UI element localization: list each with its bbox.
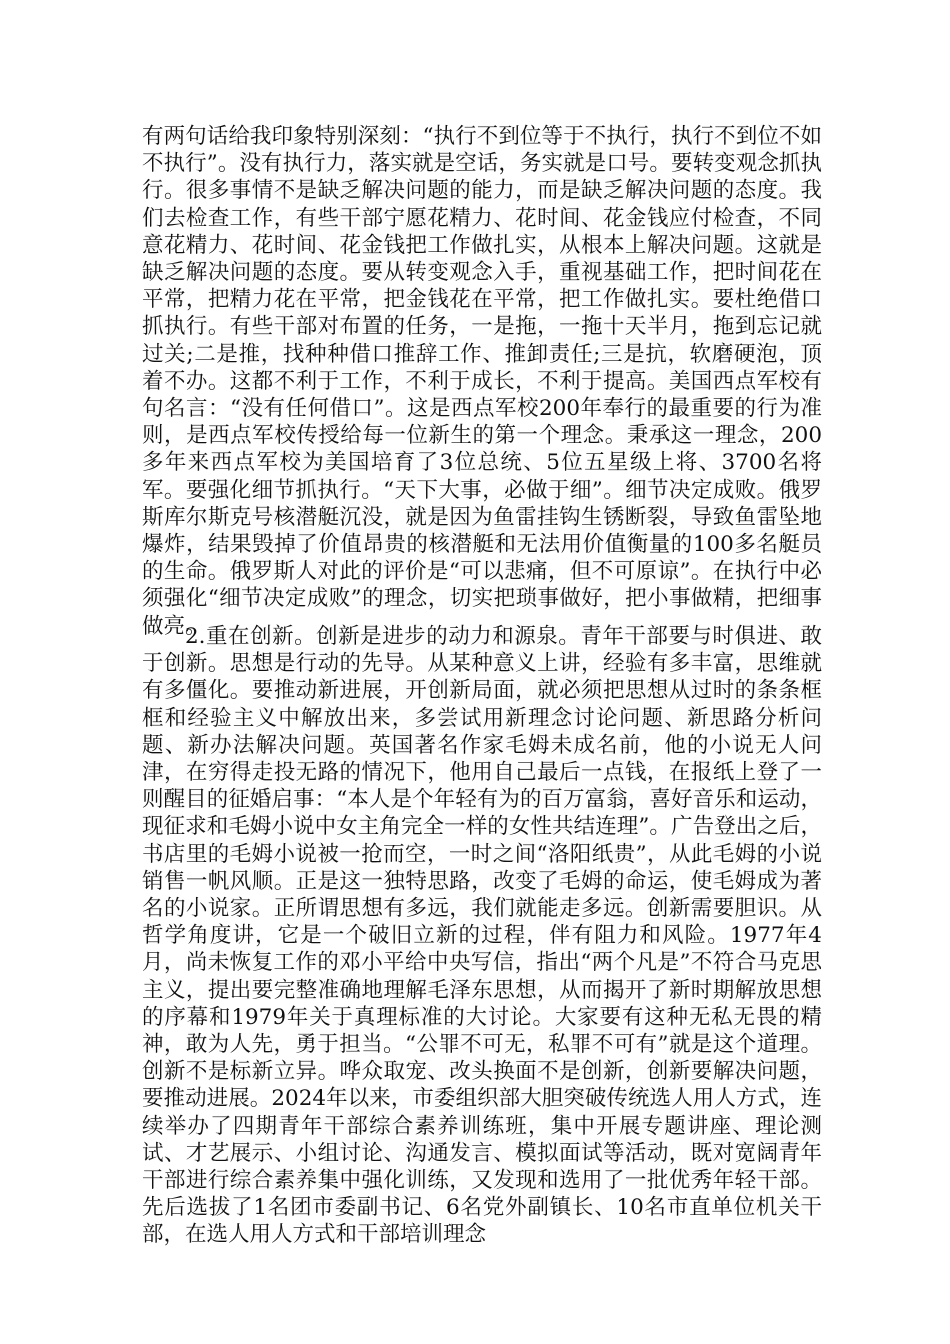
paragraph-continued: 有两句话给我印象特别深刻：“执行不到位等于不执行，执行不到位不如不执行”。没有执行力，落实就是空话，务实就是口号。要转变观念抓执行。很多事情不是缺乏解决问题的能力，而是缺乏解决问题的态度。我们去检查工作，有些干部宁愿花精力、花时间、花金钱应付检查，不同意花精力、花时间、花金钱把工作做扎实，从根本上解决问题。这就是缺乏解决问题的态度。要从转变观念入手，重视基础工作，把时间花在平常，把精力花在平常，把金钱花在平常，把工作做扎实。要杜绝借口抓执行。有些干部对布置的任务，一是拖，一拖十天半月，拖到忘记就过关;二是推，找种种借口推辞工作、推卸责任;三是抗，软磨硬泡，顶着不办。这都不利于工作，不利于成长，不利于提高。美国西点军校有句名言：“没有任何借口”。这是西点军校200年奉行的最重要的行为准则，是西点军校传授给每一位新生的第一个理念。秉承这一理念，200多年来西点军校为美国培育了3位总统、5位五星级上将、3700名将军。要强化细节抓执行。“天下大事，必做于细”。细节决定成败。俄罗斯库尔斯克号核潜艇沉没，就是因为鱼雷挂钩生锈断裂，导致鱼雷坠地爆炸，结果毁掉了价值昂贵的核潜艇和无法用价值衡量的100多名艇员的生命。俄罗斯人对此的评价是“可以悲痛，但不可原谅”。在执行中必须强化“细节决定成败”的理念，切实把琐事做好，把小事做精，把细事做亮。 — [142, 124, 822, 639]
body-text-block-2 — [142, 623, 822, 1249]
paragraph-innovation: 2.重在创新。创新是进步的动力和源泉。青年干部要与时俱进、敢于创新。思想是行动的先导。从某种意义上讲，经验有多丰富，思维就有多僵化。要推动新进展，开创新局面，就必须把思想从过时的条条框框和经验主义中解放出来，多尝试用新理念讨论问题、新思路分析问题、新办法解决问题。英国著名作家毛姆未成名前，他的小说无人问津，在穷得走投无路的情况下，他用自己最后一点钱，在报纸上登了一则醒目的征婚启事：“本人是个年轻有为的百万富翁，喜好音乐和运动，现征求和毛姆小说中女主角完全一样的女性共结连理”。广告登出之后，书店里的毛姆小说被一抢而空，一时之间“洛阳纸贵”，从此毛姆的小说销售一帆风顺。正是这一独特思路，改变了毛姆的命运，使毛姆成为著名的小说家。正所谓思想有多远，我们就能走多远。创新需要胆识。从哲学角度讲，它是一个破旧立新的过程，伴有阻力和风险。1977年4月，尚未恢复工作的邓小平给中央写信，指出“两个凡是”不符合马克思主义，提出要完整准确地理解毛泽东思想，从而揭开了新时期解放思想的序幕和1979年关于真理标准的大讨论。大家要有这种无私无畏的精神，敢为人先，勇于担当。“公罪不可无，私罪不可有”就是这个道理。创新不是标新立异。哗众取宠、改头换面不是创新，创新要解决问题，要推动进展。2024年以来，市委组织部大胆突破传统选人用人方式，连续举办了四期青年干部综合素养训练班，集中开展专题讲座、理论测试、才艺展示、小组讨论、沟通发言、模拟面试等活动，既对宽阔青年干部进行综合素养集中强化训练，又发现和选用了一批优秀年轻干部。先后选拔了1名团市委副书记、6名党外副镇长、10名市直单位机关干部，在选人用人方式和干部培训理念 — [142, 624, 822, 1248]
body-text-block-1 — [142, 123, 822, 640]
